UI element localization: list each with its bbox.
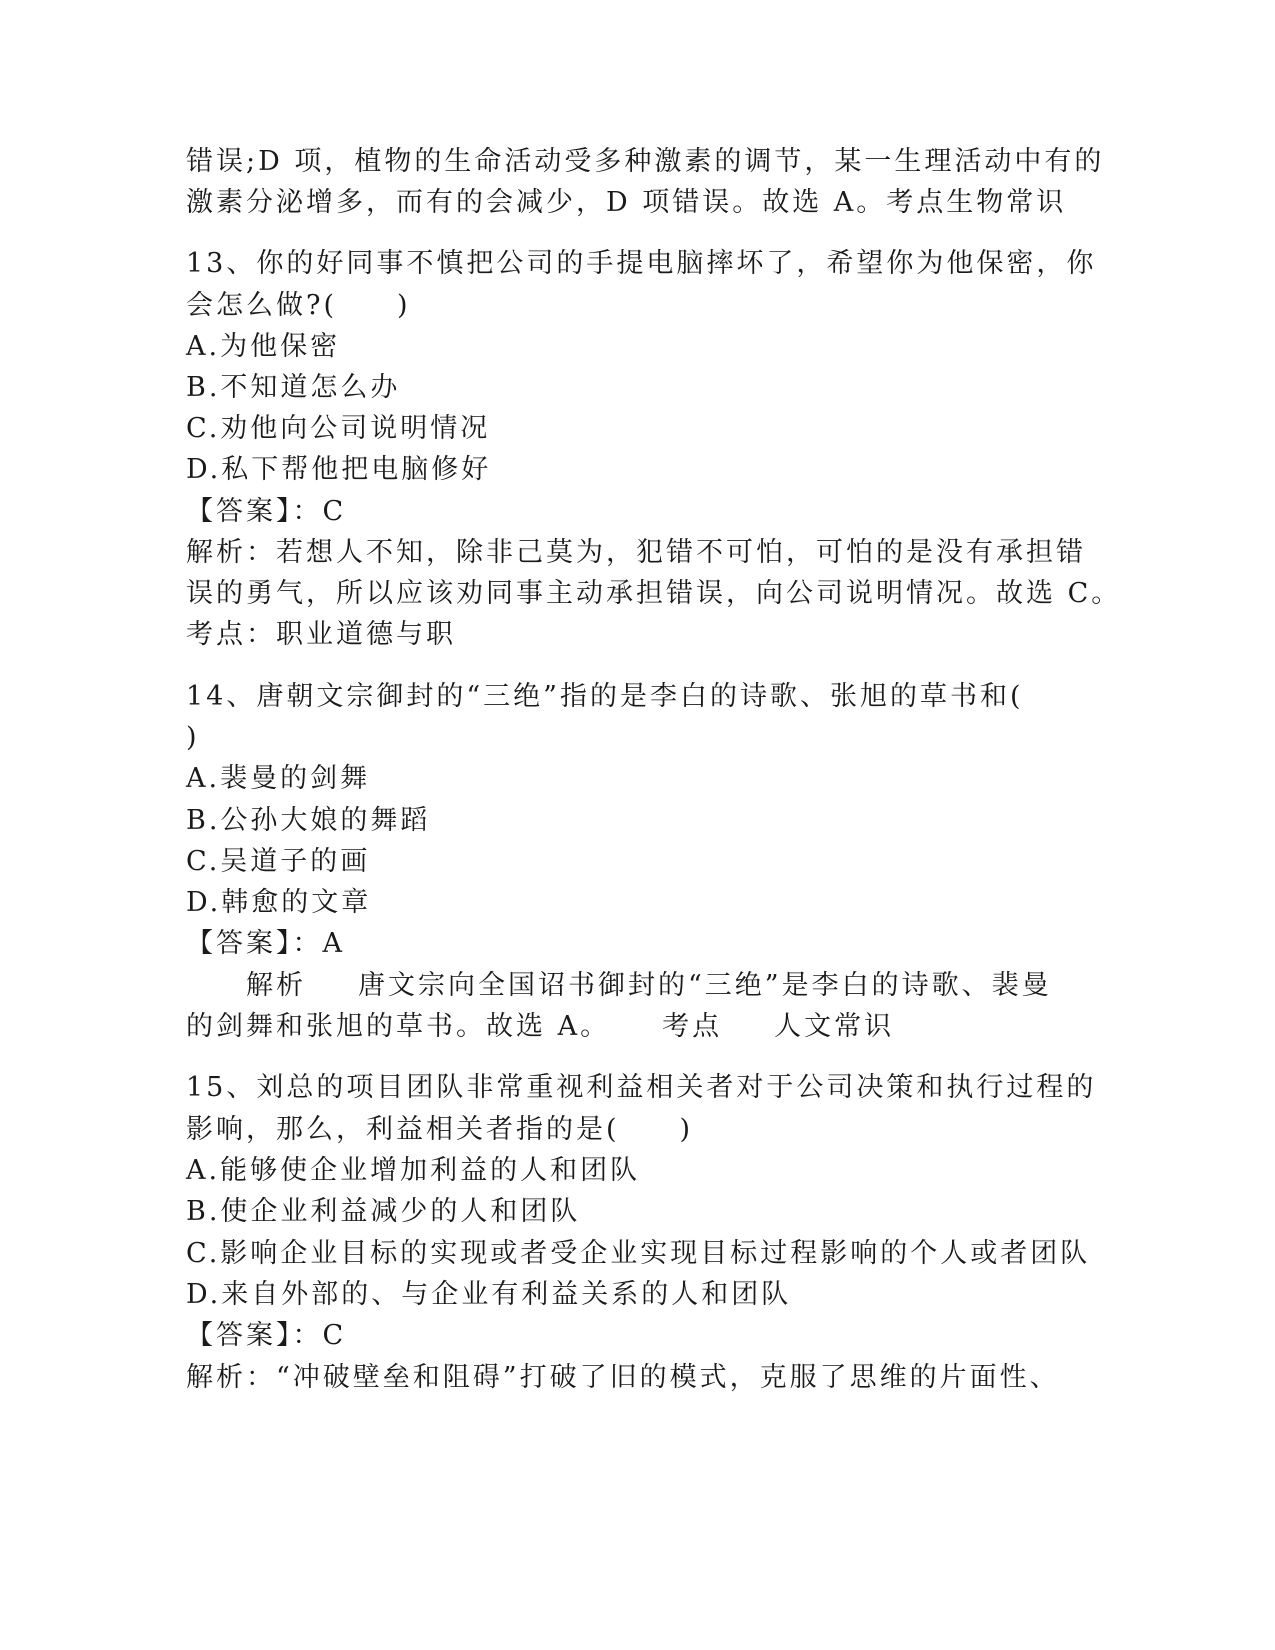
- option-c: C.劝他向公司说明情况: [186, 413, 491, 444]
- question-13-stem: 13、你的好同事不慎把公司的手提电脑摔坏了，希望你为他保密，你: [186, 248, 1097, 279]
- option-b: B.使企业利益减少的人和团队: [186, 1196, 581, 1227]
- explanation-label: 解析: [246, 970, 306, 1001]
- question-15-stem-cont: 影响，那么，利益相关者指的是( ): [186, 1114, 694, 1145]
- answer: 【答案】：A: [186, 928, 345, 959]
- option-a: A.裴曼的剑舞: [186, 763, 371, 794]
- option-d: D.韩愈的文章: [186, 887, 372, 918]
- text-line: 错误;D 项，植物的生命活动受多种激素的调节，某一生理活动中有的: [186, 146, 1105, 177]
- option-b: B.不知道怎么办: [186, 372, 401, 403]
- option-a: A.为他保密: [186, 331, 341, 362]
- explanation: 解析：“冲破壁垒和阻碍”打破了旧的模式，克服了思维的片面性、: [186, 1362, 1060, 1393]
- explanation-text: 的剑舞和张旭的草书。故选 A。: [186, 1011, 611, 1042]
- option-d: D.私下帮他把电脑修好: [186, 454, 492, 485]
- option-b: B.公孙大娘的舞蹈: [186, 805, 431, 836]
- explanation-text: 唐文宗向全国诏书御封的“三绝”是李白的诗歌、裴曼: [358, 970, 1052, 1001]
- text-line: 激素分泌增多，而有的会减少，D 项错误。故选 A。考点生物常识: [186, 187, 1067, 218]
- explanation-cont: 误的勇气，所以应该劝同事主动承担错误，向公司说明情况。故选 C。: [186, 578, 1122, 609]
- explanation: [246, 968, 1146, 1004]
- topic-label: 考点: [662, 1011, 723, 1042]
- answer: 【答案】：C: [186, 1320, 347, 1351]
- explanation-cont: 考点：职业道德与职: [186, 619, 456, 650]
- answer: 【答案】：C: [186, 496, 347, 527]
- question-15-stem: 15、刘总的项目团队非常重视利益相关者对于公司决策和执行过程的: [186, 1072, 1097, 1103]
- topic-text: 人文常识: [774, 1011, 895, 1042]
- question-14-stem: 14、唐朝文宗御封的“三绝”指的是李白的诗歌、张旭的草书和(: [186, 681, 1024, 712]
- option-c: C.影响企业目标的实现或者受企业实现目标过程影响的个人或者团队: [186, 1238, 1091, 1269]
- question-13-stem-cont: 会怎么做?( ): [186, 290, 411, 321]
- question-14-stem-cont: ): [186, 722, 200, 753]
- explanation: 解析：若想人不知，除非己莫为，犯错不可怕，可怕的是没有承担错: [186, 537, 1086, 568]
- explanation-cont: [186, 1009, 1086, 1045]
- option-c: C.吴道子的画: [186, 846, 371, 877]
- option-a: A.能够使企业增加利益的人和团队: [186, 1155, 641, 1186]
- option-d: D.来自外部的、与企业有利益关系的人和团队: [186, 1279, 792, 1310]
